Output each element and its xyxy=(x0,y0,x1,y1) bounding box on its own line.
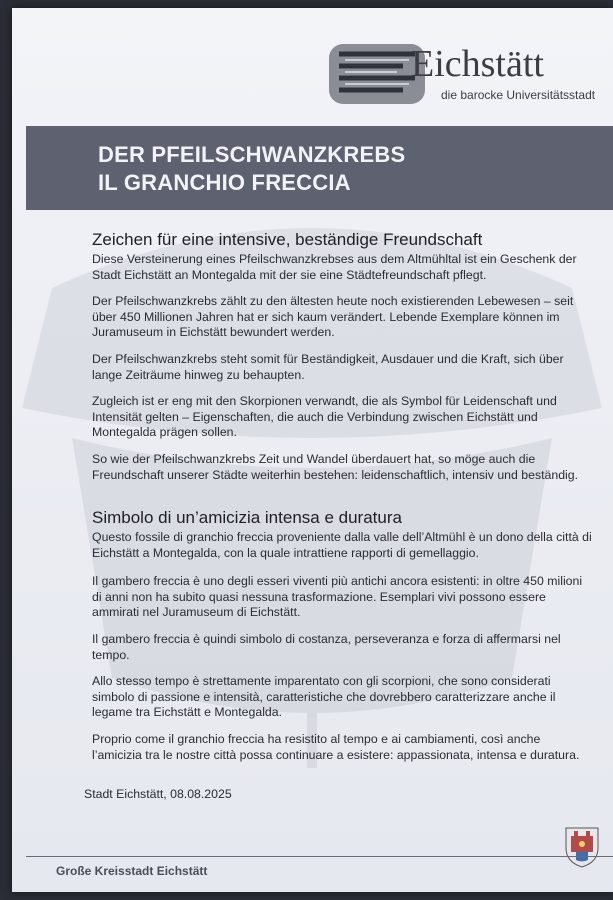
title-italian: IL GRANCHIO FRECCIA xyxy=(98,170,351,195)
footer-text: Große Kreisstadt Eichstätt xyxy=(56,864,208,878)
german-paragraph-1: Diese Versteinerung eines Pfeilschwanzkrebses aus dem Altmühltal ist ein Geschenk der Stadt Eichstätt an Montegalda mit der sie eine Städtefreundschaft pflegt. xyxy=(92,252,577,282)
title-german: DER PFEILSCHWANZKREBS xyxy=(98,142,406,167)
logo-name: Eichstätt xyxy=(411,43,544,85)
italian-paragraph-3: Il gambero freccia è quindi simbolo di costanza, perseveranza e forza di affermarsi nel tempo. xyxy=(92,632,561,662)
footer-divider xyxy=(26,856,613,857)
german-paragraph-4: Zugleich ist er eng mit den Skorpionen verwandt, die als Symbol für Leidenschaft und Intensität gelten – Eigenschaften, die auch die Verbindung zwischen Eichstätt und Montegalda prägen sollen. xyxy=(92,394,557,439)
italian-heading: Simbolo di un’amicizia intensa e duratura xyxy=(92,508,402,527)
italian-paragraph-5: Proprio come il granchio freccia ha resistito al tempo e ai cambiamenti, così anche l’amicizia tra le nostre città possa continuare a esistere: appassionata, intensa e duratura. xyxy=(92,732,580,762)
information-sign xyxy=(12,8,613,892)
italian-paragraph-4: Allo stesso tempo è strettamente imparentato con gli scorpioni, che sono considerati simbolo di passione e intensità, caratteristiche che dovrebbero caratterizzare anche il legame tra Eichstätt e Montegalda. xyxy=(92,674,556,719)
german-paragraph-2: Der Pfeilschwanzkrebs zählt zu den ältesten heute noch existierenden Lebewesen – seit über 450 Millionen Jahren hat er sich kaum verändert. Lebende Exemplare können im Juramuseum in Eichstätt bewundert werden. xyxy=(92,294,574,339)
german-paragraph-5: So wie der Pfeilschwanzkrebs Zeit und Wandel überdauert hat, so möge auch die Freundschaft unserer Städte weiterhin bestehen: leidenschaftlich, intensiv und beständig. xyxy=(92,452,579,482)
german-heading: Zeichen für eine intensive, beständige Freundschaft xyxy=(92,230,483,249)
signature-date: Stadt Eichstätt, 08.08.2025 xyxy=(84,787,232,801)
german-paragraph-3: Der Pfeilschwanzkrebs steht somit für Beständigkeit, Ausdauer und die Kraft, sich über lange Zeiträume hinweg zu behaupten. xyxy=(92,352,564,382)
coat-of-arms-icon xyxy=(564,826,600,868)
city-logo xyxy=(323,38,613,118)
italian-paragraph-1: Questo fossile di granchio freccia proveniente dalla valle dell’Altmühl è un dono della città di Eichstätt a Montegalda, con la quale intrattiene rapporti di gemellaggio. xyxy=(92,530,592,560)
italian-paragraph-2: Il gambero freccia è uno degli esseri viventi più antichi ancora esistenti: in oltre 450 milioni di anni non ha subito quasi nessuna trasformazione. Esemplari vivi possono essere ammirati nel Juramuseum di Eichstätt. xyxy=(92,574,583,619)
logo-tagline: die barocke Universitätsstadt xyxy=(441,88,596,102)
title-banner xyxy=(26,126,613,210)
